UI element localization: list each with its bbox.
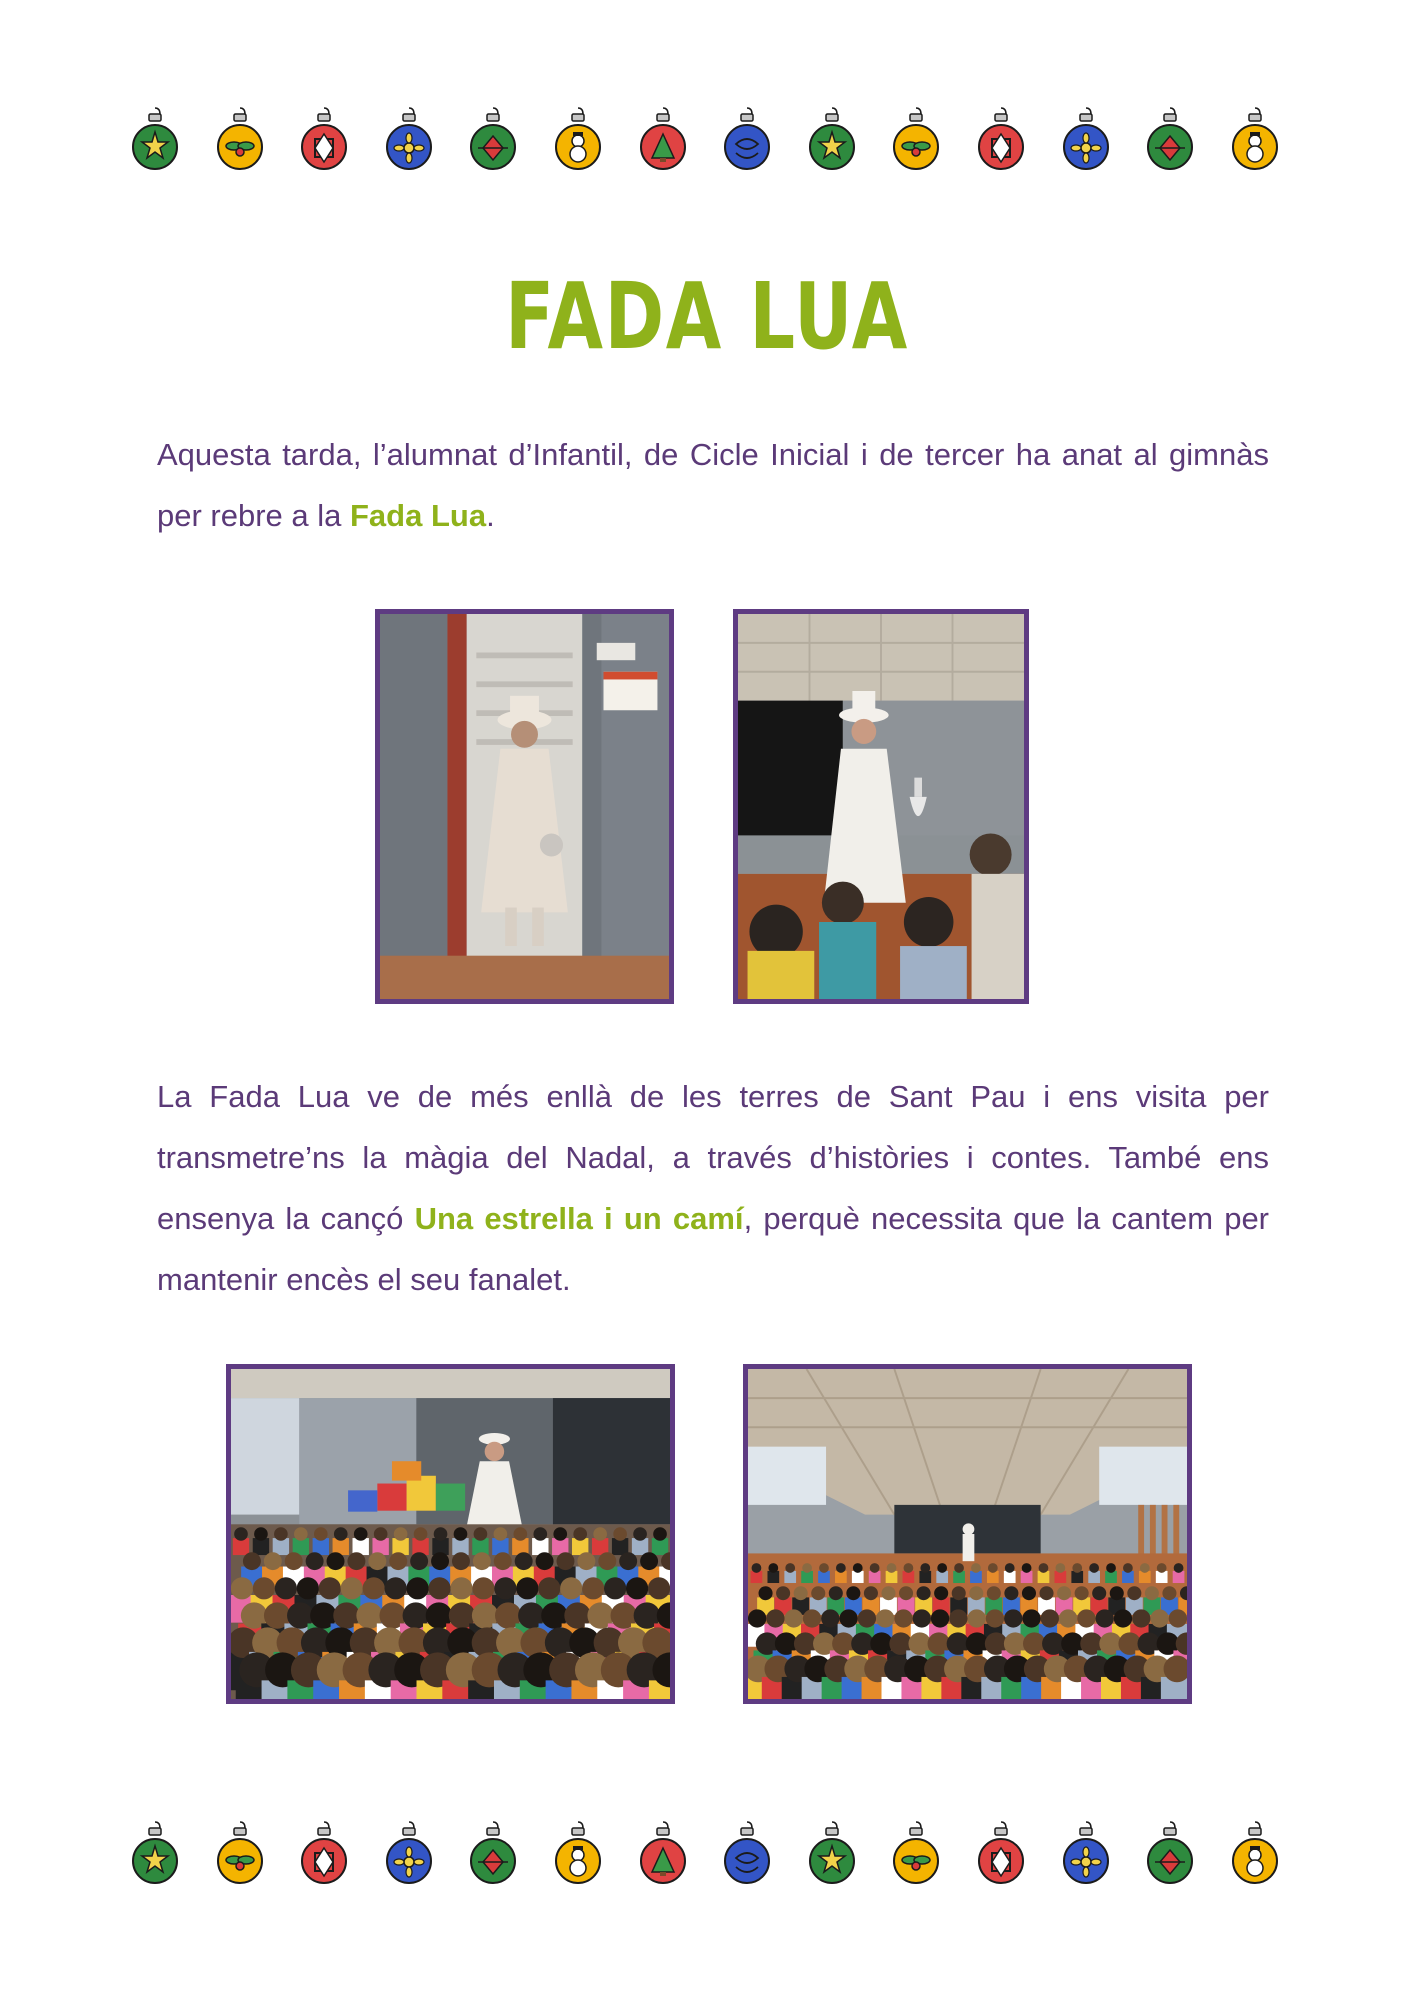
ornament-yellow-holly-icon — [215, 1820, 265, 1884]
ornament-green-diamond-icon — [468, 1820, 518, 1884]
ornament-green-star-icon — [807, 106, 857, 170]
story-paragraph — [157, 1066, 1269, 1310]
ornament-blue-swirl-icon — [722, 1820, 772, 1884]
ornament-yellow-snowman-icon — [1230, 1820, 1280, 1884]
ornament-yellow-snowman-icon — [553, 106, 603, 170]
ornament-blue-flower-icon — [384, 106, 434, 170]
intro-paragraph — [157, 424, 1269, 546]
ornament-blue-flower-icon — [384, 1820, 434, 1884]
intro-text-end: . — [486, 498, 495, 533]
page-title: FADA LUA — [505, 263, 909, 370]
photo-children-crowd-left — [226, 1364, 675, 1704]
ornament-green-diamond-icon — [1145, 106, 1195, 170]
intro-text: Aquesta tarda, l’alumnat d’Infantil, de Cicle Inicial i de tercer ha anat al gimnàs per rebre a la — [157, 437, 1269, 533]
ornament-row-bottom — [130, 1820, 1280, 1884]
ornament-red-pattern-icon — [976, 106, 1026, 170]
ornament-blue-flower-icon — [1061, 106, 1111, 170]
ornament-red-tree-icon — [638, 106, 688, 170]
ornament-yellow-holly-icon — [215, 106, 265, 170]
ornament-blue-flower-icon — [1061, 1820, 1111, 1884]
ornament-yellow-snowman-icon — [553, 1820, 603, 1884]
ornament-yellow-holly-icon — [891, 1820, 941, 1884]
ornament-green-star-icon — [130, 1820, 180, 1884]
photo-gym-wide-view — [743, 1364, 1192, 1704]
ornament-blue-swirl-icon — [722, 106, 772, 170]
ornament-red-tree-icon — [638, 1820, 688, 1884]
ornament-red-pattern-icon — [299, 1820, 349, 1884]
ornament-green-star-icon — [130, 106, 180, 170]
ornament-green-diamond-icon — [1145, 1820, 1195, 1884]
story-text: La Fada Lua ve de més enllà de les terres de Sant Pau i ens visita per transmetre’ns la màgia del Nadal, a través d’històries i contes. També ens ensenya la cançó — [157, 1079, 1269, 1236]
ornament-green-star-icon — [807, 1820, 857, 1884]
ornament-red-pattern-icon — [299, 106, 349, 170]
fada-lua-highlight: Fada Lua — [350, 498, 487, 533]
ornament-yellow-snowman-icon — [1230, 106, 1280, 170]
photo-fairy-on-stage — [733, 609, 1029, 1004]
song-title-highlight: Una estrella i un camí — [414, 1201, 744, 1236]
ornament-green-diamond-icon — [468, 106, 518, 170]
ornament-red-pattern-icon — [976, 1820, 1026, 1884]
photo-fairy-entering-door — [375, 609, 674, 1004]
story-text-end: , perquè necessita que la cantem per mantenir encès el seu fanalet. — [157, 1201, 1270, 1297]
ornament-row-top — [130, 106, 1280, 170]
ornament-yellow-holly-icon — [891, 106, 941, 170]
